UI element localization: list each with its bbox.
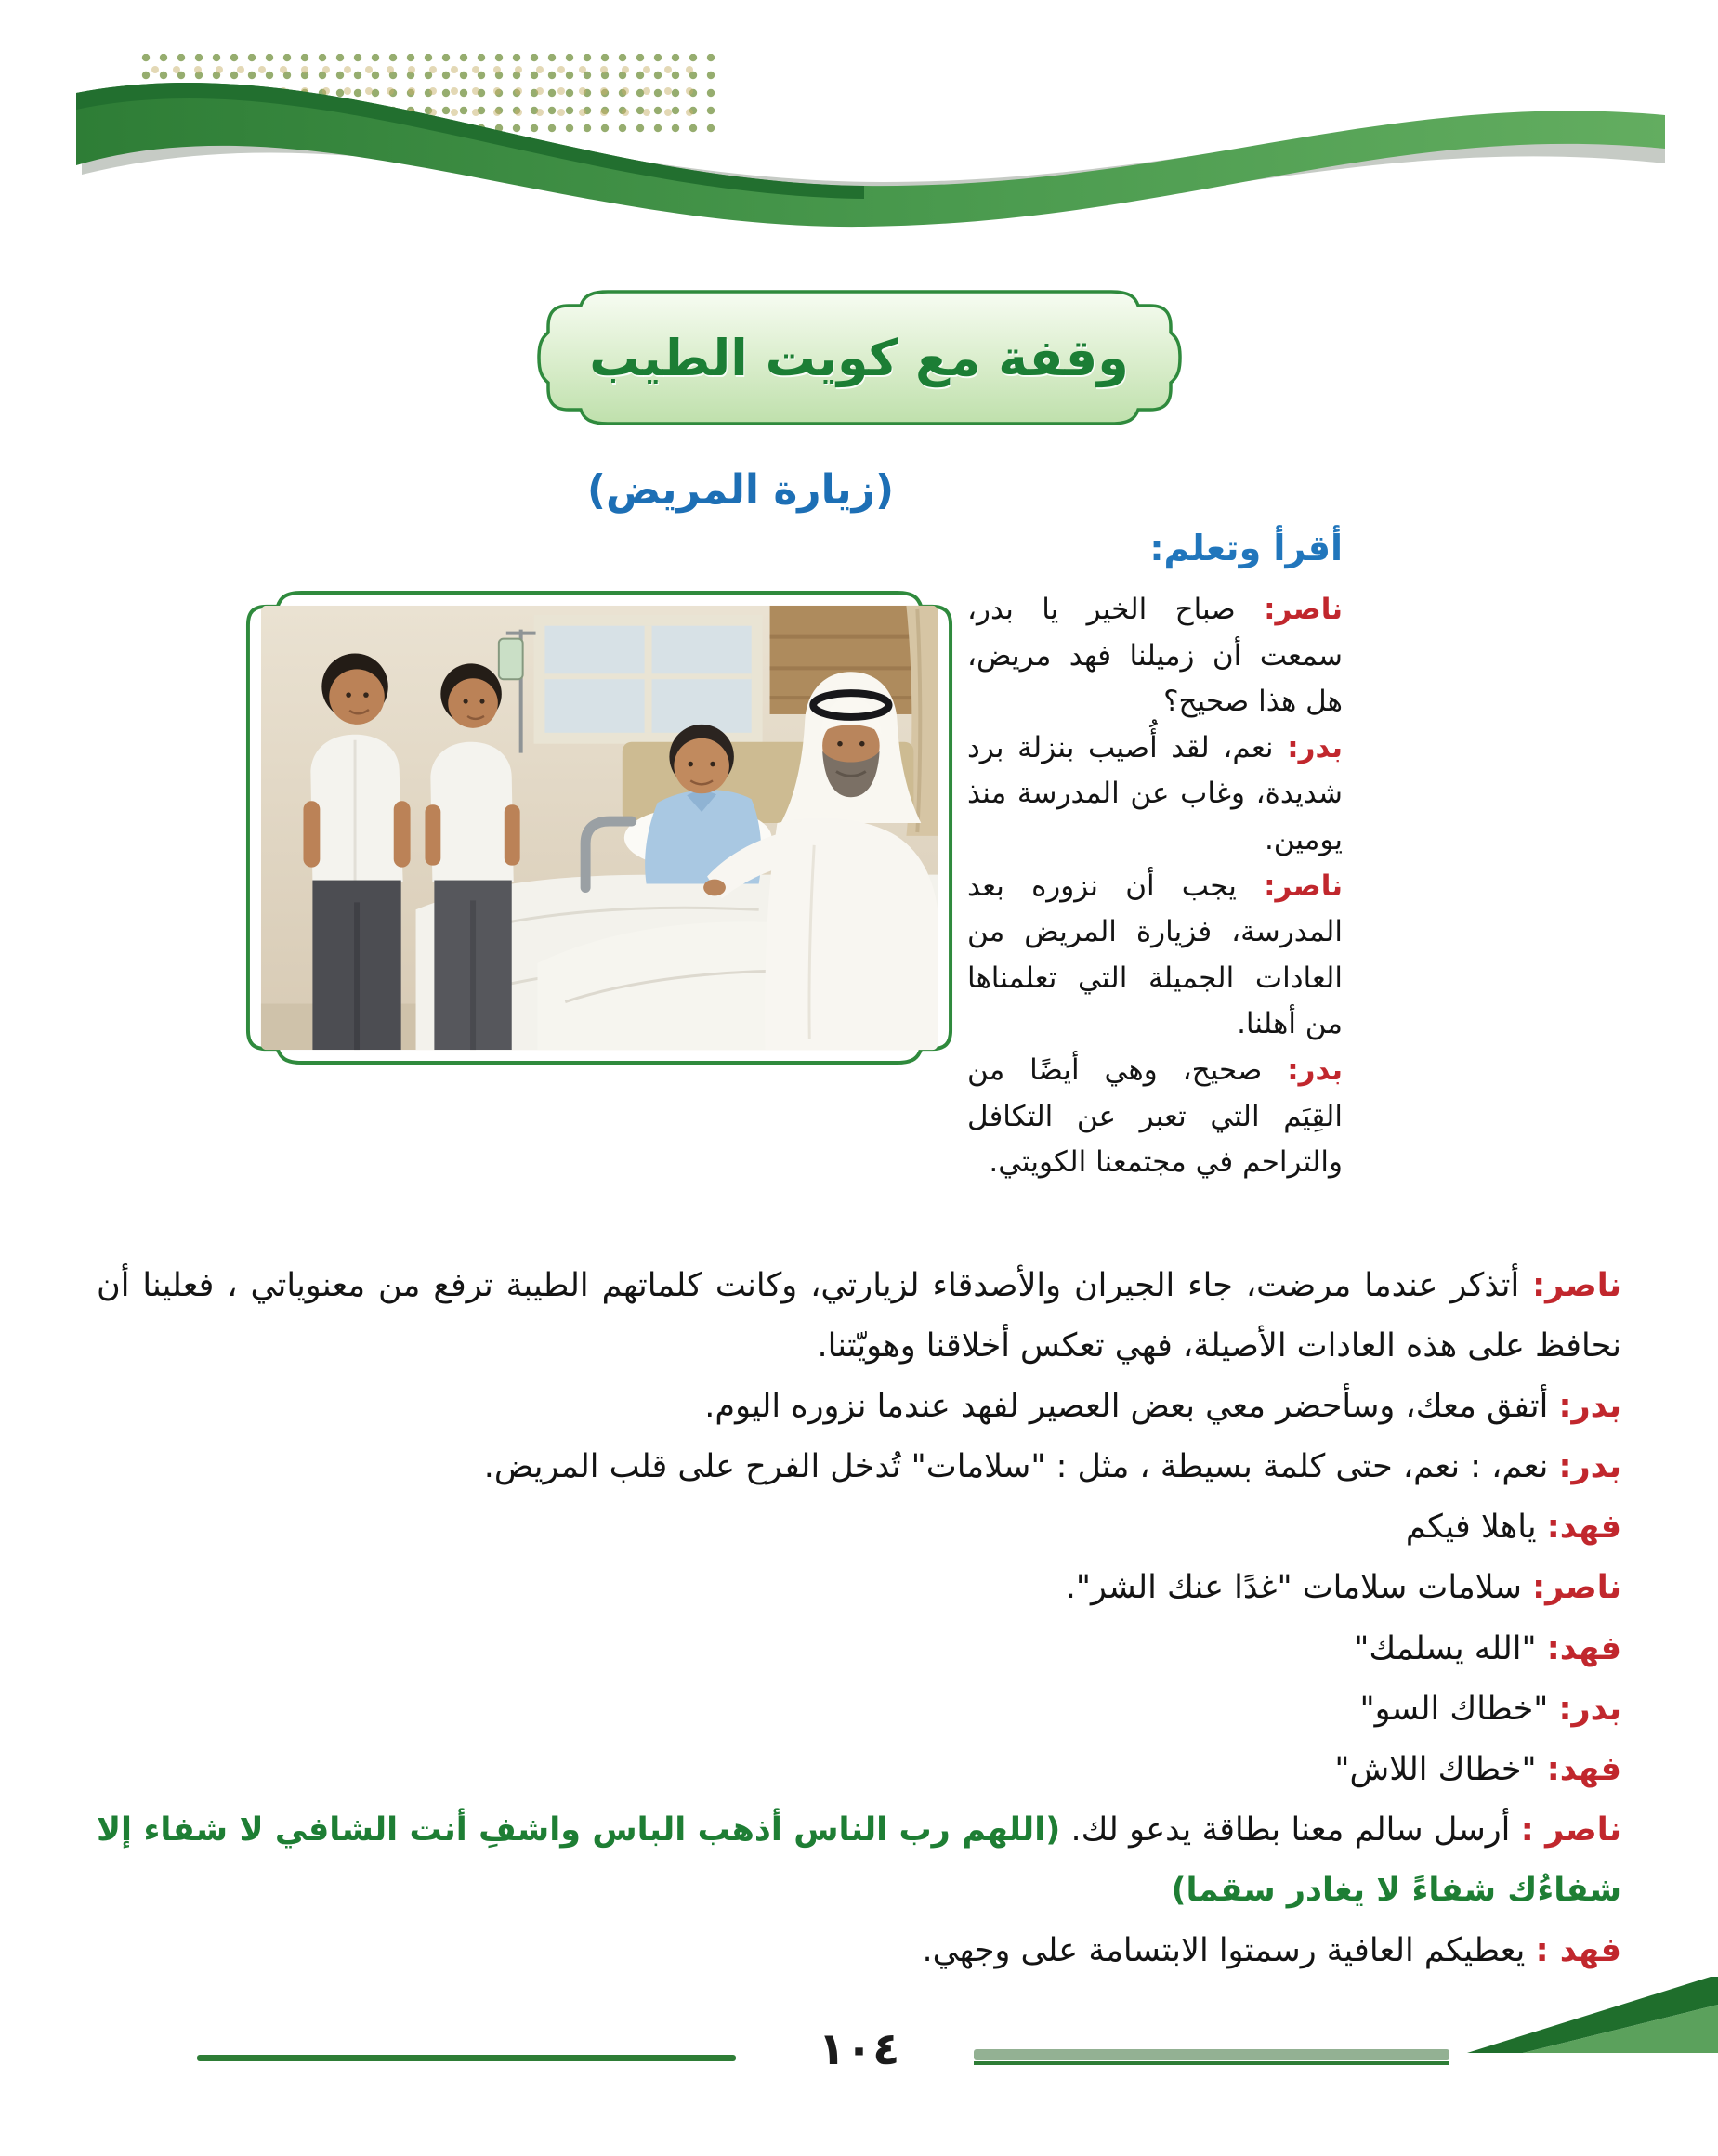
speech-text: نعم، لقد أُصيب بنزلة برد شديدة، وغاب عن المدرسة منذ يومين. [967, 730, 1343, 856]
read-learn-heading: أقرأ وتعلم: [1149, 528, 1343, 568]
speech-text: أتذكر عندما مرضت، جاء الجيران والأصدقاء لزيارتي، وكانت كلماتهم الطيبة ترفع من معنوياتي ، فعلينا أن نحافظ على هذه العادات الأصيلة، فهي تعكس أخلاقنا وهويّتنا. [97, 1267, 1621, 1365]
dialogue-line [967, 587, 1343, 725]
speech-text: "الله يسلمك" [1354, 1629, 1537, 1667]
lesson-subtitle: (زيارة المريض) [586, 466, 895, 514]
dialogue-line [97, 1558, 1621, 1618]
dialogue-line-with-prayer [97, 1800, 1621, 1921]
speaker-name: ناصر : [1520, 1810, 1621, 1849]
speech-text: صباح الخير يا بدر، سمعت أن زميلنا فهد مريض، هل هذا صحيح؟ [967, 593, 1343, 719]
dialogue-line [97, 1740, 1621, 1800]
speech-text: "خطاك اللاش" [1334, 1750, 1537, 1788]
thobe [765, 818, 938, 1050]
dialogue-line [97, 1921, 1621, 1981]
dialogue-line [97, 1619, 1621, 1679]
dialogue-with-photo-section [241, 587, 1343, 1265]
speaker-name: ناصر: [1264, 593, 1344, 626]
speaker-name: فهد: [1546, 1629, 1621, 1667]
speech-text: أتفق معك، وسأحضر معي بعض العصير لفهد عندما نزوره اليوم. [704, 1388, 1549, 1426]
header-wave [0, 0, 1718, 279]
speaker-name: بدر: [1287, 730, 1343, 764]
speaker-name: بدر: [1558, 1448, 1621, 1486]
dialogue-column [967, 587, 1343, 1265]
dialogue-line [967, 725, 1343, 864]
photo-frame [243, 587, 956, 1068]
speech-text: يجب أن نزوره بعد المدرسة، فزيارة المريض من العادات الجميلة التي تعلمناها من أهلنا. [967, 869, 1343, 1041]
speech-text: ياهلا فيكم [1405, 1509, 1537, 1547]
dialogue-line [967, 1048, 1343, 1186]
speech-text: يعطيكم العافية رسمتوا الابتسامة على وجهي. [922, 1932, 1526, 1970]
dialogue-line [97, 1679, 1621, 1740]
speech-text: سلامات سلامات "غدًا عنك الشر". [1065, 1569, 1522, 1607]
page-number: ١٠٤ [818, 2023, 900, 2075]
hospital-visit-photo [243, 587, 956, 1068]
speaker-name: ناصر: [1532, 1569, 1621, 1607]
speaker-name: بدر: [1558, 1388, 1621, 1426]
speaker-name: فهد: [1546, 1509, 1621, 1547]
dialogue-continued-section [97, 1256, 1621, 1981]
dialogue-line [97, 1497, 1621, 1558]
speaker-name: ناصر: [1264, 869, 1343, 903]
window [534, 615, 763, 744]
dialogue-line [97, 1256, 1621, 1377]
dialogue-line [97, 1377, 1621, 1437]
speech-text: "خطاك السو" [1359, 1690, 1549, 1728]
speaker-name: بدر: [1558, 1690, 1621, 1728]
speaker-name: فهد : [1535, 1932, 1621, 1970]
footer-corner-ribbon [1467, 1967, 1718, 2056]
speech-text: صحيح، وهي أيضًا من القِيَم التي تعبر عن التكافل والتراحم في مجتمعنا الكويتي. [967, 1052, 1343, 1180]
page-title: وقفة مع كويت الطيب [589, 328, 1129, 387]
title-plaque [531, 284, 1187, 431]
speaker-name: فهد: [1546, 1750, 1621, 1788]
dialogue-line [97, 1437, 1621, 1497]
speaker-name: بدر: [1287, 1052, 1343, 1087]
prayer-text: (اللهم رب الناس أذهب الباس واشفِ أنت الشافي لا شفاء إلا شفاءُك شفاءً لا يغادر سقما) [97, 1810, 1621, 1909]
dialogue-line [967, 864, 1343, 1048]
speech-text: أرسل سالم معنا بطاقة يدعو لك. [1060, 1810, 1511, 1849]
speaker-name: ناصر: [1532, 1267, 1621, 1304]
speech-text: نعم، : نعم، حتى كلمة بسيطة ، مثل : "سلامات" تُدخل الفرح على قلب المريض. [483, 1448, 1549, 1486]
